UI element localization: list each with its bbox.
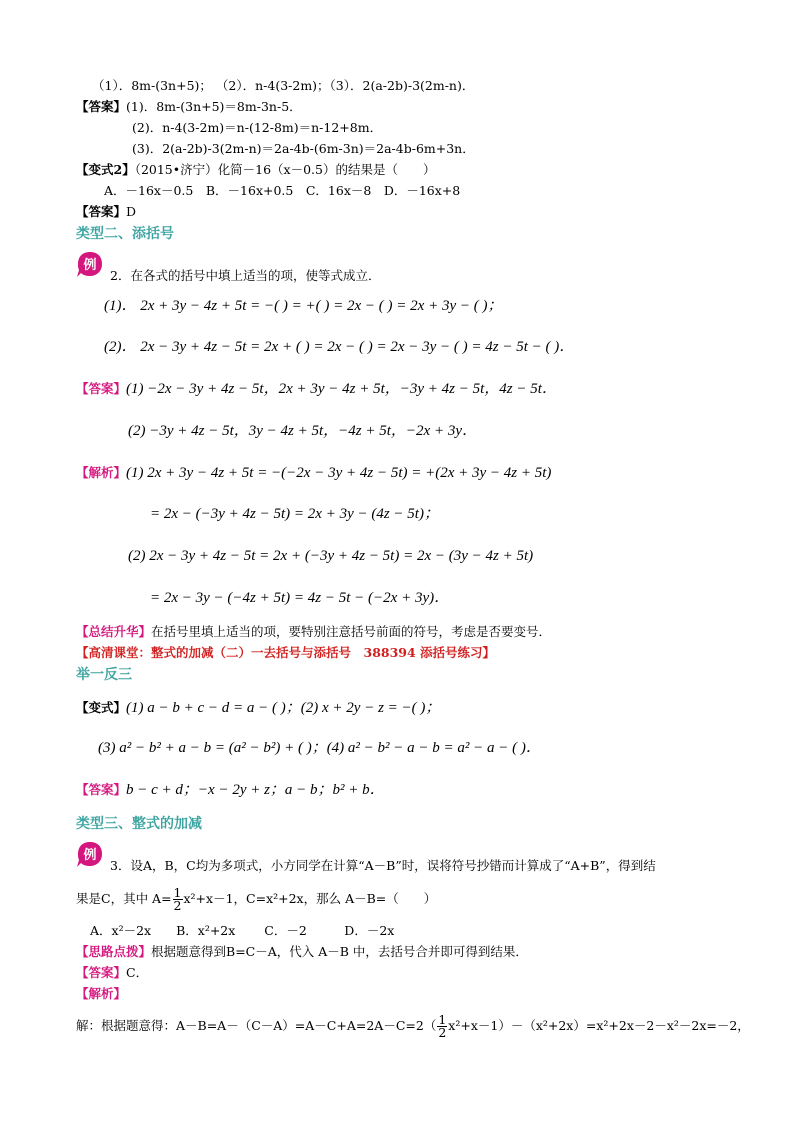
example-badge-icon xyxy=(76,840,104,868)
variant-2-question xyxy=(76,162,435,178)
hint-text: 根据题意得到B=C－A，代入 A－B 中，去括号合并即可得到结果． xyxy=(151,944,528,959)
example-badge-label: 例 xyxy=(83,848,97,863)
example-2-question-1: (1)． 2x + 3y − 4z + 5t = −( ) = +( ) = 2x − ( ) = 2x + 3y − ( )； xyxy=(104,298,503,314)
answer-3-line-1 xyxy=(76,381,557,397)
variant-line-2: (3) a² − b² + a − b = (a² − b²) + ( )；(4) a² − b² − a − b = a² − a − ( )． xyxy=(98,740,541,756)
section-title-practice: 举一反三 xyxy=(76,667,132,683)
course-link[interactable]: 【高清课堂：整式的加减（二）一去括号与添括号 388394 添括号练习】 xyxy=(76,645,496,660)
answer-label: 【答案】 xyxy=(76,782,127,797)
analysis-1-line-1 xyxy=(76,465,551,481)
variant-2-options: A．－16x－0.5 B．－16x+0.5 C．16x－8 D．－16x+8 xyxy=(104,183,461,198)
example-3-line-1: 3．设A，B，C均为多项式，小方同学在计算“A－B”时，误将符号抄错而计算成了“A+B”，得到结 xyxy=(110,858,656,873)
analysis-1-line-4: = 2x − 3y − (−4z + 5t) = 4z − 5t − (−2x + 3y)． xyxy=(150,590,450,606)
section-title-type-3: 类型三、整式的加减 xyxy=(76,816,202,832)
answer-text: (1)．8m-(3n+5)＝8m-3n-5． xyxy=(126,99,302,114)
section-title-type-2: 类型二、添括号 xyxy=(76,226,174,242)
fraction-half: $\frac{1}{2}$ xyxy=(173,885,182,913)
example-3-options: A．x²－2x B．x²+2x C．－2 D．－2x xyxy=(90,923,395,938)
answer-label: 【答案】 xyxy=(76,99,127,114)
fraction-half: $\frac{1}{2}$ xyxy=(438,1012,447,1040)
analysis-2-text-b: x²+x－1）－（x²+2x）=x²+2x－2－x²－2x=－2， xyxy=(448,1018,750,1033)
answer-label: 【答案】 xyxy=(76,204,127,219)
example-badge-label: 例 xyxy=(83,258,97,273)
answer-2 xyxy=(76,204,136,220)
variant-line-1 xyxy=(76,700,440,716)
answer-1-line-2: (2)．n-4(3-2m)＝n-(12-8m)＝n-12+8m． xyxy=(132,120,383,135)
analysis-label: 【解析】 xyxy=(76,465,127,480)
answer-3-line-2: (2) −3y + 4z − 5t，3y − 4z + 5t，−4z + 5t，−2x + 3y． xyxy=(128,423,477,439)
answer-value: C． xyxy=(126,965,149,980)
problem-parts-line: （1）．8m-(3n+5)； （2）．n-4(3-2m)；（3）．2(a-2b)-3(2m-n)． xyxy=(92,78,475,93)
answer-5 xyxy=(76,965,148,981)
summary-label: 【总结升华】 xyxy=(76,624,152,639)
answer-value: D xyxy=(126,204,137,219)
analysis-text: (1) 2x + 3y − 4z + 5t = −(−2x − 3y + 4z − 5t) = +(2x + 3y − 4z + 5t) xyxy=(126,465,552,481)
example-badge-icon xyxy=(76,250,104,278)
answer-label: 【答案】 xyxy=(76,381,127,396)
hint xyxy=(76,944,528,960)
variant-text: （2015•济宁）化简－16（x－0.5）的结果是（ ） xyxy=(134,162,436,177)
example-3-text-b: x²+x－1，C=x²+2x，那么 A－B=（ ） xyxy=(183,891,437,906)
analysis-2-label: 【解析】 xyxy=(76,986,127,1001)
hint-label: 【思路点拨】 xyxy=(76,944,152,959)
summary xyxy=(76,624,551,640)
summary-text: 在括号里填上适当的项，要特别注意括号前面的符号，考虑是否要变号． xyxy=(151,624,552,639)
answer-text: (1) −2x − 3y + 4z − 5t，2x + 3y − 4z + 5t，−3y + 4z − 5t，4z − 5t． xyxy=(126,381,557,397)
answer-1-line-3: (3)．2(a-2b)-3(2m-n)＝2a-4b-(6m-3n)＝2a-4b-6m+3n． xyxy=(132,141,475,156)
example-2-prompt: 2．在各式的括号中填上适当的项，使等式成立． xyxy=(110,268,381,283)
example-3-text-a: 果是C，其中 A= xyxy=(76,891,172,906)
example-2-question-2: (2)． 2x − 3y + 4z − 5t = 2x + ( ) = 2x − ( ) = 2x − 3y − ( ) = 4z − 5t − ( )． xyxy=(104,339,575,355)
variant-text: (1) a − b + c − d = a − ( )；(2) x + 2y − z = −( )； xyxy=(126,700,441,716)
example-3-line-2 xyxy=(76,887,436,912)
answer-text: b − c + d；−x − 2y + z；a − b；b² + b． xyxy=(126,782,385,798)
analysis-1-line-2: = 2x − (−3y + 4z − 5t) = 2x + 3y − (4z − 5t)； xyxy=(150,506,439,522)
variant-label: 【变式】 xyxy=(76,700,127,715)
answer-1-line-1 xyxy=(76,99,302,115)
answer-4 xyxy=(76,782,385,798)
answer-label: 【答案】 xyxy=(76,965,127,980)
analysis-2-text-a: 解：根据题意得：A－B=A－（C－A）=A－C+A=2A－C=2（ xyxy=(76,1018,437,1033)
variant-label: 【变式2】 xyxy=(76,162,135,177)
analysis-2-line-1 xyxy=(76,1014,750,1039)
analysis-1-line-3: (2) 2x − 3y + 4z − 5t = 2x + (−3y + 4z − 5t) = 2x − (3y − 4z + 5t) xyxy=(128,548,534,564)
